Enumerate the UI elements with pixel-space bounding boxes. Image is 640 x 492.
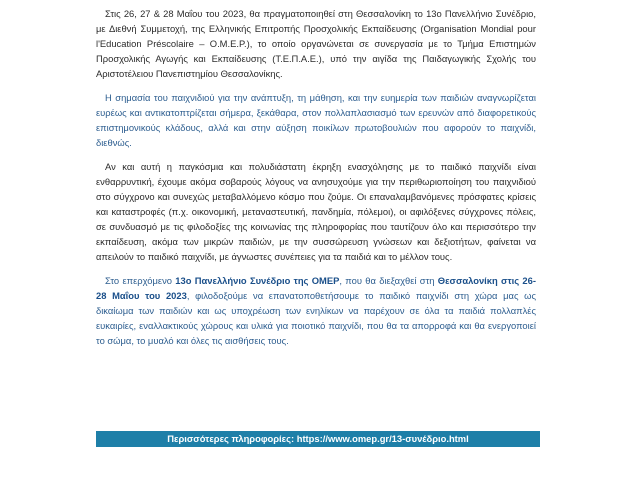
conference-text-part2: , που θα διεξαχθεί στη xyxy=(339,275,438,286)
conference-date-highlight: Θεσσαλονίκη στις 26-28 Μαΐου του 2023 xyxy=(96,275,536,301)
paragraph-concerns: Αν και αυτή η παγκόσμια και πολυδιάστατη έκρηξη ενασχόλησης με το παιδικό παιχνίδι είναι ενθαρρυντική, έχουμε ακόμα σοβαρούς λόγους να ανησυχούμε για την περιθωριοποίηση του παιχνιδιού στο σύγχρονο και συνεχώς μεταβαλλόμενο κόσμο που ζούμε. Οι επαναλαμβανόμενες πρόσφατες κρίσεις και καταστροφές (π.χ. οικονομική, μεταναστευτική, πανδημία, πόλεμοι), οι αφιλόξενες σύγχρονες πόλεις, σε συνδυασμό με τις φιλοδοξίες της κοινωνίας της πληροφορίας που ταυτίζουν όλο και περισσότερο την εκπαίδευση, ακόμα των μικρών παιδιών, με την συσσώρευση γνώσεων και δεξιοτήτων, φαίνεται να απειλούν το παιδικό παιχνίδι, με άγνωστες συνέπειες για τα παιδιά και το μέλλον τους. xyxy=(96,161,536,262)
conference-text-part3: , φιλοδοξούμε να επανατοποθετήσουμε το παιδικό παιχνίδι στη χώρα μας ως δικαίωμα των παιδιών και ως υποχρέωση των ενηλίκων να παρέχουν σε όλα τα παιδιά πολλαπλές ευκαιρίες, εναλλακτικούς χώρους και υλικά για ποιοτικό παιχνίδι, που θα τα απορροφά και θα ενεργοποιεί το σώμα, το μυαλό και όλες τις αισθήσεις τους. xyxy=(96,290,536,346)
paragraph-conference xyxy=(96,273,536,348)
conference-name-highlight: 13ο Πανελλήνιο Συνέδριο της ΟΜΕΡ xyxy=(175,275,340,286)
paragraph-importance: Η σημασία του παιχνιδιού για την ανάπτυξη, τη μάθηση, και την ευημερία των παιδιών αναγνωρίζεται ευρέως και αντικατοπτρίζεται σήμερα, ξεκάθαρα, στον πολλαπλασιασμό των ερευνών από διαφορετικούς επιστημονικούς κλάδους, αλλά και στην αύξηση ποικίλων πρωτοβουλιών που αφορούν το παιχνίδι, διεθνώς. xyxy=(96,92,536,148)
paragraph-intro: Στις 26, 27 & 28 Μαΐου του 2023, θα πραγματοποιηθεί στη Θεσσαλονίκη το 13ο Πανελλήνιο Συνέδριο, με Διεθνή Συμμετοχή, της Ελληνικής Επιτροπής Προσχολικής Εκπαίδευσης (Organisation Mondial pour l'Education Préscolaire – O.M.E.P.), το οποίο οργανώνεται σε συνεργασία με το Τμήμα Επιστημών Προσχολικής Αγωγής και Εκπαίδευσης (Τ.Ε.Π.Α.Ε.), υπό την αιγίδα της Παιδαγωγικής Σχολής του Αριστοτέλειου Πανεπιστημίου Θεσσαλονίκης. xyxy=(96,8,536,79)
conference-text-part1: Στο επερχόμενο xyxy=(105,275,176,286)
document-body xyxy=(96,6,536,357)
more-info-banner[interactable]: Περισσότερες πληροφορίες: https://www.omep.gr/13-συνέδριο.html xyxy=(96,431,540,447)
